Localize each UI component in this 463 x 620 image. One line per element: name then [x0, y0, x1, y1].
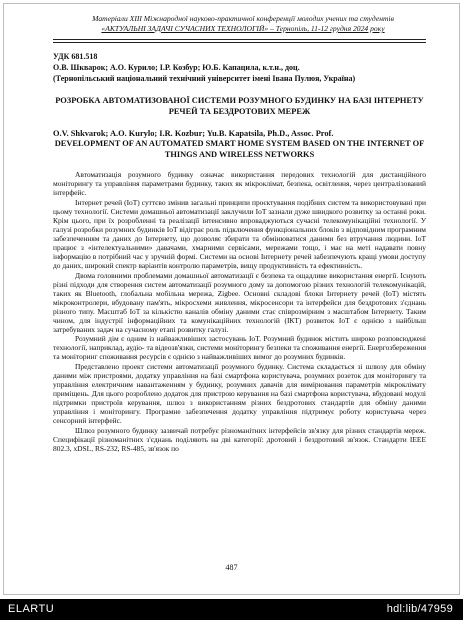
authors-ukrainian: О.В. Шкварок; А.О. Курило; І.Р. Козбур; Ю.Б. Капацила, к.т.н., доц. — [53, 63, 300, 72]
paragraph: Розумний дім є одним із найважливіших застосувань IoT. Розумний будинок містить широко розповсюджені технології, наприклад, аудіо- та відеозв'язки, системи моніторингу безпеки та споживання енергії. Енергозбереження та моніторинг споживання ресурсів є однією з найважливіших вимог до розумних будинків. — [53, 334, 426, 362]
paragraph: Автоматизація розумного будинку означає використання передових технологій для дистанційного моніторингу та управління параметрами будинку, таких як мікроклімат, безпека, освітлення, через централізований інтерфейс. — [53, 170, 426, 198]
repository-name: ELARTU — [8, 603, 55, 615]
title-ukrainian: РОЗРОБКА АВТОМАТИЗОВАНОЇ СИСТЕМИ РОЗУМНОГО БУДИНКУ НА БАЗІ ІНТЕРНЕТУ РЕЧЕЙ ТА БЕЗДРОТОВИХ МЕРЕЖ — [55, 96, 424, 116]
conference-header — [53, 14, 433, 34]
article-body — [53, 170, 426, 453]
conference-header-line2: «АКТУАЛЬНІ ЗАДАЧІ СУЧАСНИХ ТЕХНОЛОГІЙ» – Тернопіль, 11-12 грудня 2024 року — [101, 24, 385, 33]
paragraph: Представлено проект системи автоматизації розумного будинку. Система складається зі шлюзу для обміну даними між пристроями, додатку управління на базі смартфона користувача, розумних розеток для моніторингу та управління електричним навантаженням у будинку, розумних давачів для вимірювання параметрів мікроклімату приміщень. Для цього розроблено додаток для пристрою керування на базі смартфона користувача, вбудовані модулі підтримки пристроїв керування, шлюз з використанням різних бездротових стандартів для обміну даними управління і моніторингу. Програмне забезпечення додатку управління підтримує роботу користувача через сенсорний інтерфейс. — [53, 361, 426, 426]
udk-code: УДК 681.518 — [53, 52, 98, 61]
title-english: DEVELOPMENT OF AN AUTOMATED SMART HOME SYSTEM BASED ON THE INTERNET OF THINGS AND WIRELESS NETWORKS — [54, 139, 425, 159]
header-rule-thin — [53, 42, 426, 43]
authors-english: O.V. Shkvarok; A.O. Kurylo; I.R. Kozbur; Yu.B. Kapatsila, Ph.D., Assoc. Prof. — [53, 129, 334, 138]
conference-header-line1: Матеріали XIII Міжнародної науково-практичної конференції молодих учених та студентів — [92, 14, 394, 23]
handle-identifier: hdl:lib/47959 — [386, 603, 453, 615]
paragraph: Шлюз розумного будинку зазвичай потребує різноманітних інтерфейсів зв'язку для різних стандартів мереж. Специфікації різноманітних з'єднань поділяють на дві категорії: дротовий і бездротовий зв'язок. Стандарти IEEE 802.3, xDSL, RS-232, RS-485, зв'язок по — [53, 425, 426, 453]
page-number: 487 — [225, 563, 238, 572]
footer-bar — [0, 599, 463, 620]
paragraph: Двома головними проблемами домашньої автоматизації є безпека та ощадливе використання енергії. Існують різні підходи для створення систем автоматизації розумного дому за допомогою різних технологій телекомунікацій, таких як Bluetooth, глобальна мобільна мережа, Zigbee. Основні складові блоки Інтернету речей (IoT) містять мікроконтролери, вбудовану пам'ять, мікросхеми живлення, мікросенсори та інтерфейси для бездротових з'єднань різного типу. Масштаб IoT за кількістю каналів обміну даними стає співрозмірним з масштабом Інтернету. Таким чином, для індустрії інформаційних та комунікаційних технологій (ІКТ) розвиток IoT є однією з найбільш затребуваних задач на сучасному етапі розвитку галузі. — [53, 270, 426, 334]
paragraph: Інтернет речей (IoT) суттєво змінив загальні принципи проєктування подібних систем та використовувані при цьому технології. Системи домашньої автоматизації заклучили IoT зазнали дуже швидкого розвитку за останні роки. Крім цього, при їх розробленні та реалізації інтенсивно впроваджуються сучасні телекомунікаційні технології. У галузі розробки розумних будинків IoT відіграє роль підключення функціональних блоків з відповідним програмним забезпеченням та даних до Інтернету, що дозволяє збирати та обмінюватися даними без втручання людини. IoT працює з «інтелектуальними» давачами, хмарними сервісами, мережами тощо, і має на меті надавати повну інформацію в потрібний час у зручній формі. Системи на основі Інтернету речей забезпечують кращі умови доступу до даних, широкий спектр варіантів контролю параметрів, вищу продуктивність та ефективність. — [53, 197, 426, 270]
header-rule — [53, 39, 426, 40]
affiliation-ukrainian: (Тернопільський національний технічний університет імені Івана Пулюя, Україна) — [53, 74, 356, 83]
